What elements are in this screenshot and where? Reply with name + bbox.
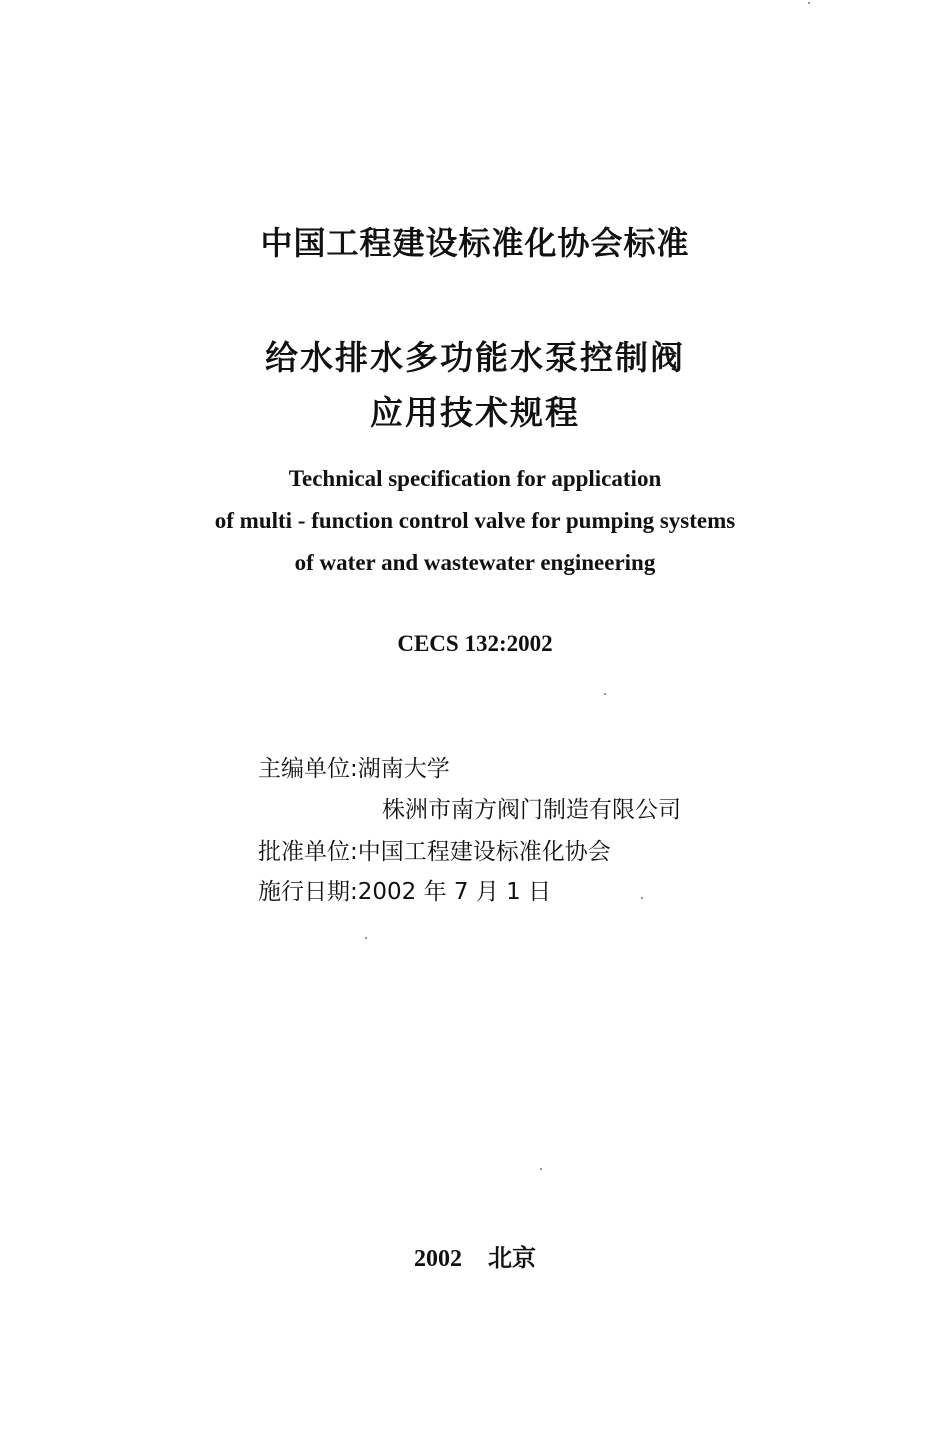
imprint xyxy=(0,1238,950,1273)
scan-speck xyxy=(365,937,367,939)
chinese-title-line-2: 应用技术规程 xyxy=(370,393,580,432)
scan-speck xyxy=(604,693,606,695)
english-title-line-1: Technical specification for application xyxy=(288,466,662,491)
standard-code: CECS 132:2002 xyxy=(397,631,553,656)
english-title-line-3: of water and wastewater engineering xyxy=(294,550,656,575)
chief-editor-value-2: 株洲市南方阀门制造有限公司 xyxy=(382,797,681,823)
approver-label: 批准单位: xyxy=(258,839,358,865)
chief-editor-second-row xyxy=(382,791,681,824)
effective-date-label: 施行日期: xyxy=(258,879,358,905)
scan-speck xyxy=(808,2,810,4)
scan-speck xyxy=(540,1168,542,1170)
chief-editor-row xyxy=(258,750,450,783)
approver-value: 中国工程建设标准化协会 xyxy=(357,839,611,865)
chief-editor-label: 主编单位: xyxy=(258,756,358,782)
imprint-year: 2002 xyxy=(414,1246,462,1272)
scan-speck xyxy=(641,897,643,899)
approver-row xyxy=(258,833,611,866)
effective-date-row xyxy=(258,873,551,906)
chinese-title-line-1: 给水排水多功能水泵控制阀 xyxy=(265,338,685,377)
organization-standard-heading: 中国工程建设标准化协会标准 xyxy=(260,224,690,262)
effective-date-value: 2002 年 7 月 1 日 xyxy=(357,879,552,905)
english-title-line-2: of multi - function control valve for pumping systems xyxy=(214,508,736,533)
chief-editor-value-1: 湖南大学 xyxy=(357,756,450,782)
imprint-city: 北京 xyxy=(488,1244,536,1272)
